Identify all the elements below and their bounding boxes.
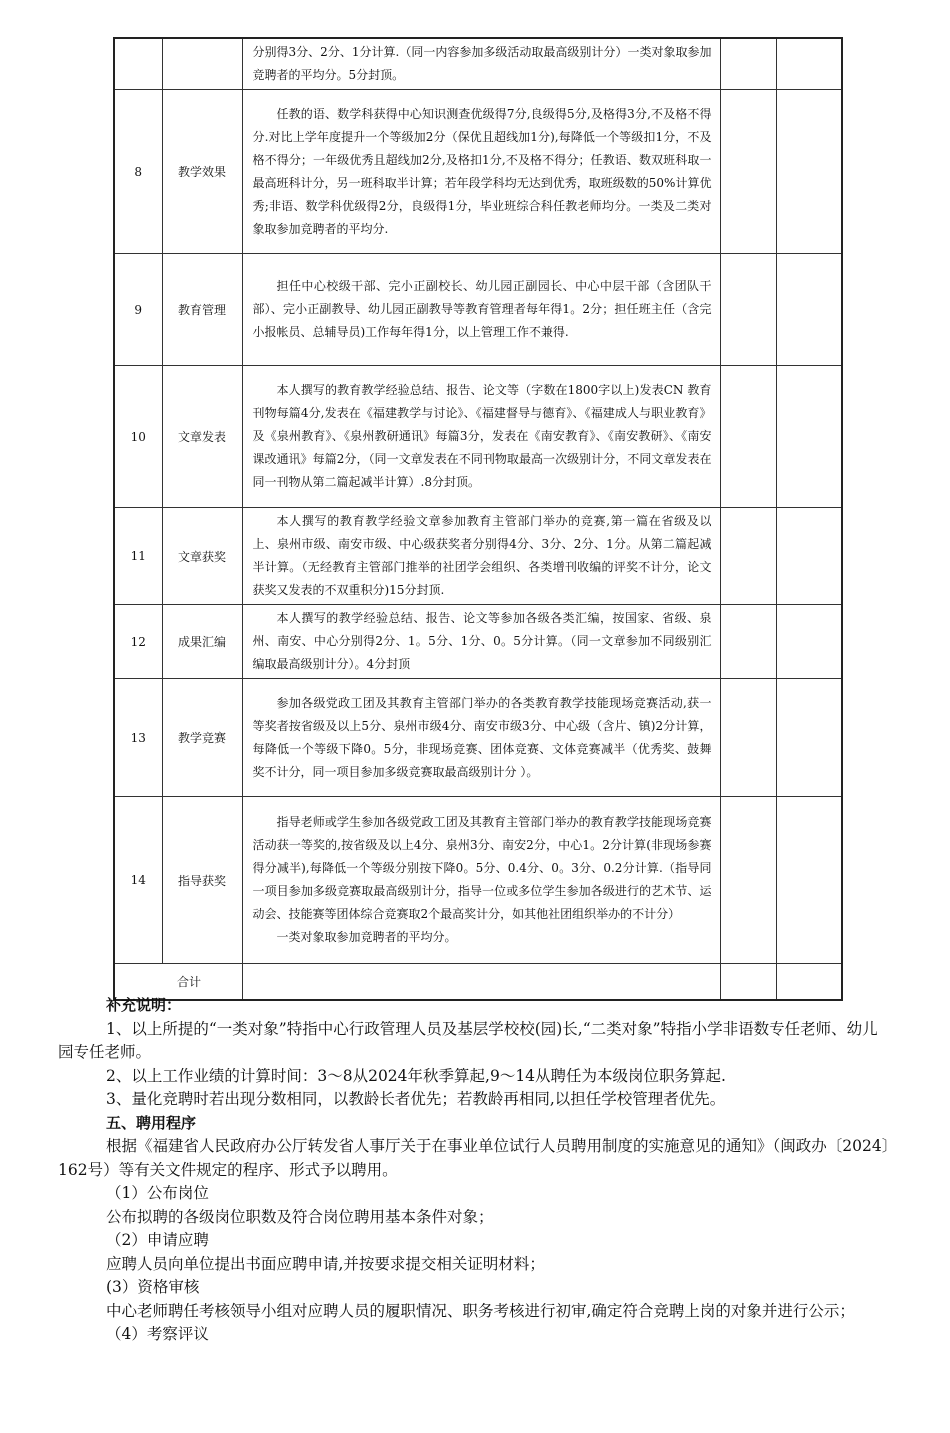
step-desc: 中心老师聘任考核领导小组对应聘人员的履职情况、职务考核进行初审,确定符合竞聘上岗的对象并进行公示； xyxy=(106,1301,855,1320)
criteria-text: 本人撰写的教育教学经验总结、报告、论文等（字数在1800字以上)发表CN 教育刊物每篇4分,发表在《福建教学与讨论》、《福建督导与德育》、《福建成人与职业教育》及《泉州教育》、《泉州教研通讯》每篇3分，发表在《南安教育》、《南安教研》、《南安课改通讯》每篇2分，（同一文章发表在不同刊物取最高一次级别计分，不同文章发表在同一刊物从第二篇起减半计算）.8分封顶。 xyxy=(252,383,712,489)
section-intro: 根据《福建省人民政府办公厅转发省人事厅关于在事业单位试行人员聘用制度的实施意见的通知》（闽政办〔2024〕162号）等有关文件规定的程序、形式予以聘用。 xyxy=(58,1137,890,1179)
criteria-text: 参加各级党政工团及其教育主管部门举办的各类教育教学技能现场竞赛活动,获一等奖者按省级及以上5分、泉州市级4分、南安市级3分、中心级（含片、镇)2分计算，每降低一个等级下降0。5分，非现场竞赛、团体竞赛、文体竞赛减半（优秀奖、鼓舞奖不计分，同一项目参加多级竞赛取最高级别计分 ）。 xyxy=(252,695,712,779)
table-row xyxy=(114,90,842,254)
row-criteria xyxy=(242,90,720,254)
score-cell[interactable] xyxy=(720,366,776,508)
criteria-text: 本人撰写的教育教学经验文章参加教育主管部门举办的竞赛,第一篇在省级及以上、泉州市级、南安市级、中心级获奖者分别得4分、3分、2分、1分。从第二篇起减半计算。（无经教育主管部门推举的社团学会组织、各类增刊收编的评奖不计分，论文获奖又发表的不双重积分)15分封顶. xyxy=(252,514,712,597)
table-row xyxy=(114,38,842,90)
score-cell[interactable] xyxy=(720,797,776,964)
table-row xyxy=(114,605,842,679)
row-item-name: 指导获奖 xyxy=(162,797,242,964)
row-number: 13 xyxy=(114,679,162,797)
criteria-text: 任教的语、数学科获得中心知识测查优级得7分,良级得5分,及格得3分,不及格不得分.对比上学年度提升一个等级加2分（保优且超线加1分),每降低一个等级扣1分，不及格不得分；一年级优秀且超线加2分,及格扣1分,不及格不得分；任教语、数双班科取一最高班科计分，另一班科取半计算；若年段学科均无达到优秀，取班级数的50%计算优秀;非语、数学科优级得2分，良级得1分，毕业班综合科任教老师均分。一类及二类对象取参加竞聘者的平均分. xyxy=(252,106,712,236)
row-item-name: 教学竞赛 xyxy=(162,679,242,797)
score-cell[interactable] xyxy=(776,254,842,366)
notes-section xyxy=(58,994,890,1347)
row-criteria xyxy=(242,254,720,366)
criteria-text: 指导老师或学生参加各级党政工团及其教育主管部门举办的教育教学技能现场竞赛活动获一等奖的,按省级及以上4分、泉州3分、南安2分，中心1。2分计算(非现场参赛得分减半),每降低一个等级分别按下降0。5分、0.4分、0。3分、0.2分计算.（指导同一项目参加多级竞赛取最高级别计分，指导一位或多位学生参加各级进行的艺术节、运动会、技能赛等团体综合竞赛取2个最高奖计分，如其他社团组织举办的不计分） xyxy=(252,815,712,921)
supplement-item: 1、以上所提的“一类对象”特指中心行政管理人员及基层学校校(园)长,“二类对象”特指小学非语数专任老师、幼儿园专任老师。 xyxy=(58,1019,878,1061)
score-cell[interactable] xyxy=(776,508,842,605)
table-row xyxy=(114,366,842,508)
step-title: （1）公布岗位 xyxy=(106,1184,209,1202)
table-row xyxy=(114,797,842,964)
row-criteria xyxy=(242,508,720,605)
row-item-name: 成果汇编 xyxy=(162,605,242,679)
row-item-name: 文章获奖 xyxy=(162,508,242,605)
score-cell[interactable] xyxy=(776,90,842,254)
row-item-name: 文章发表 xyxy=(162,366,242,508)
criteria-text: 一类对象取参加竞聘者的平均分。 xyxy=(276,930,457,944)
score-cell[interactable] xyxy=(776,38,842,90)
supplement-item: 3、量化竞聘时若出现分数相同，以教龄长者优先；若教龄再相同,以担任学校管理者优先。 xyxy=(106,1090,726,1108)
row-criteria xyxy=(242,679,720,797)
row-number xyxy=(114,38,162,90)
score-cell[interactable] xyxy=(776,366,842,508)
row-number: 11 xyxy=(114,508,162,605)
score-cell[interactable] xyxy=(720,605,776,679)
criteria-text: 本人撰写的教学经验总结、报告、论文等参加各级各类汇编，按国家、省级、泉州、南安、中心分别得2分、1。5分、1分、0。5分计算。（同一文章参加不同级别汇编取最高级别计分）。4分封顶 xyxy=(252,611,712,671)
row-criteria xyxy=(242,38,720,90)
step-title: (3）资格审核 xyxy=(106,1278,200,1296)
row-number: 14 xyxy=(114,797,162,964)
row-criteria xyxy=(242,605,720,679)
step-title: （4）考察评议 xyxy=(106,1325,209,1343)
scoring-table xyxy=(113,37,843,1001)
criteria-text: 分别得3分、2分、1分计算.（同一内容参加多级活动取最高级别计分）一类对象取参加竞聘者的平均分。5分封顶。 xyxy=(252,45,712,82)
score-cell[interactable] xyxy=(776,679,842,797)
score-cell[interactable] xyxy=(720,508,776,605)
table-row xyxy=(114,254,842,366)
row-item-name: 教学效果 xyxy=(162,90,242,254)
score-cell[interactable] xyxy=(720,679,776,797)
section-title: 五、聘用程序 xyxy=(106,1113,197,1132)
table-row xyxy=(114,679,842,797)
supplement-title: 补充说明： xyxy=(106,996,182,1014)
step-desc: 应聘人员向单位提出书面应聘申请,并按要求提交相关证明材料； xyxy=(106,1254,545,1273)
row-item-name xyxy=(162,38,242,90)
row-number: 12 xyxy=(114,605,162,679)
score-cell[interactable] xyxy=(776,797,842,964)
row-number: 10 xyxy=(114,366,162,508)
row-item-name: 教育管理 xyxy=(162,254,242,366)
row-criteria xyxy=(242,797,720,964)
score-cell[interactable] xyxy=(720,254,776,366)
row-number: 9 xyxy=(114,254,162,366)
supplement-item: 2、以上工作业绩的计算时间：3～8从2024年秋季算起,9～14从聘任为本级岗位职务算起. xyxy=(106,1066,726,1085)
total-label: 合计 xyxy=(114,964,242,1000)
criteria-text: 担任中心校级干部、完小正副校长、幼儿园正副园长、中心中层干部（含团队干部）、完小正副教导、幼儿园正副教导等教育管理者每年得1。2分；担任班主任（含完小报帐员、总辅导员)工作每年得1分，以上管理工作不兼得. xyxy=(252,279,712,339)
score-cell[interactable] xyxy=(720,38,776,90)
score-cell[interactable] xyxy=(776,605,842,679)
step-desc: 公布拟聘的各级岗位职数及符合岗位聘用基本条件对象； xyxy=(106,1207,494,1226)
score-cell[interactable] xyxy=(720,90,776,254)
table-row xyxy=(114,508,842,605)
row-number: 8 xyxy=(114,90,162,254)
step-title: （2）申请应聘 xyxy=(106,1231,209,1249)
row-criteria xyxy=(242,366,720,508)
